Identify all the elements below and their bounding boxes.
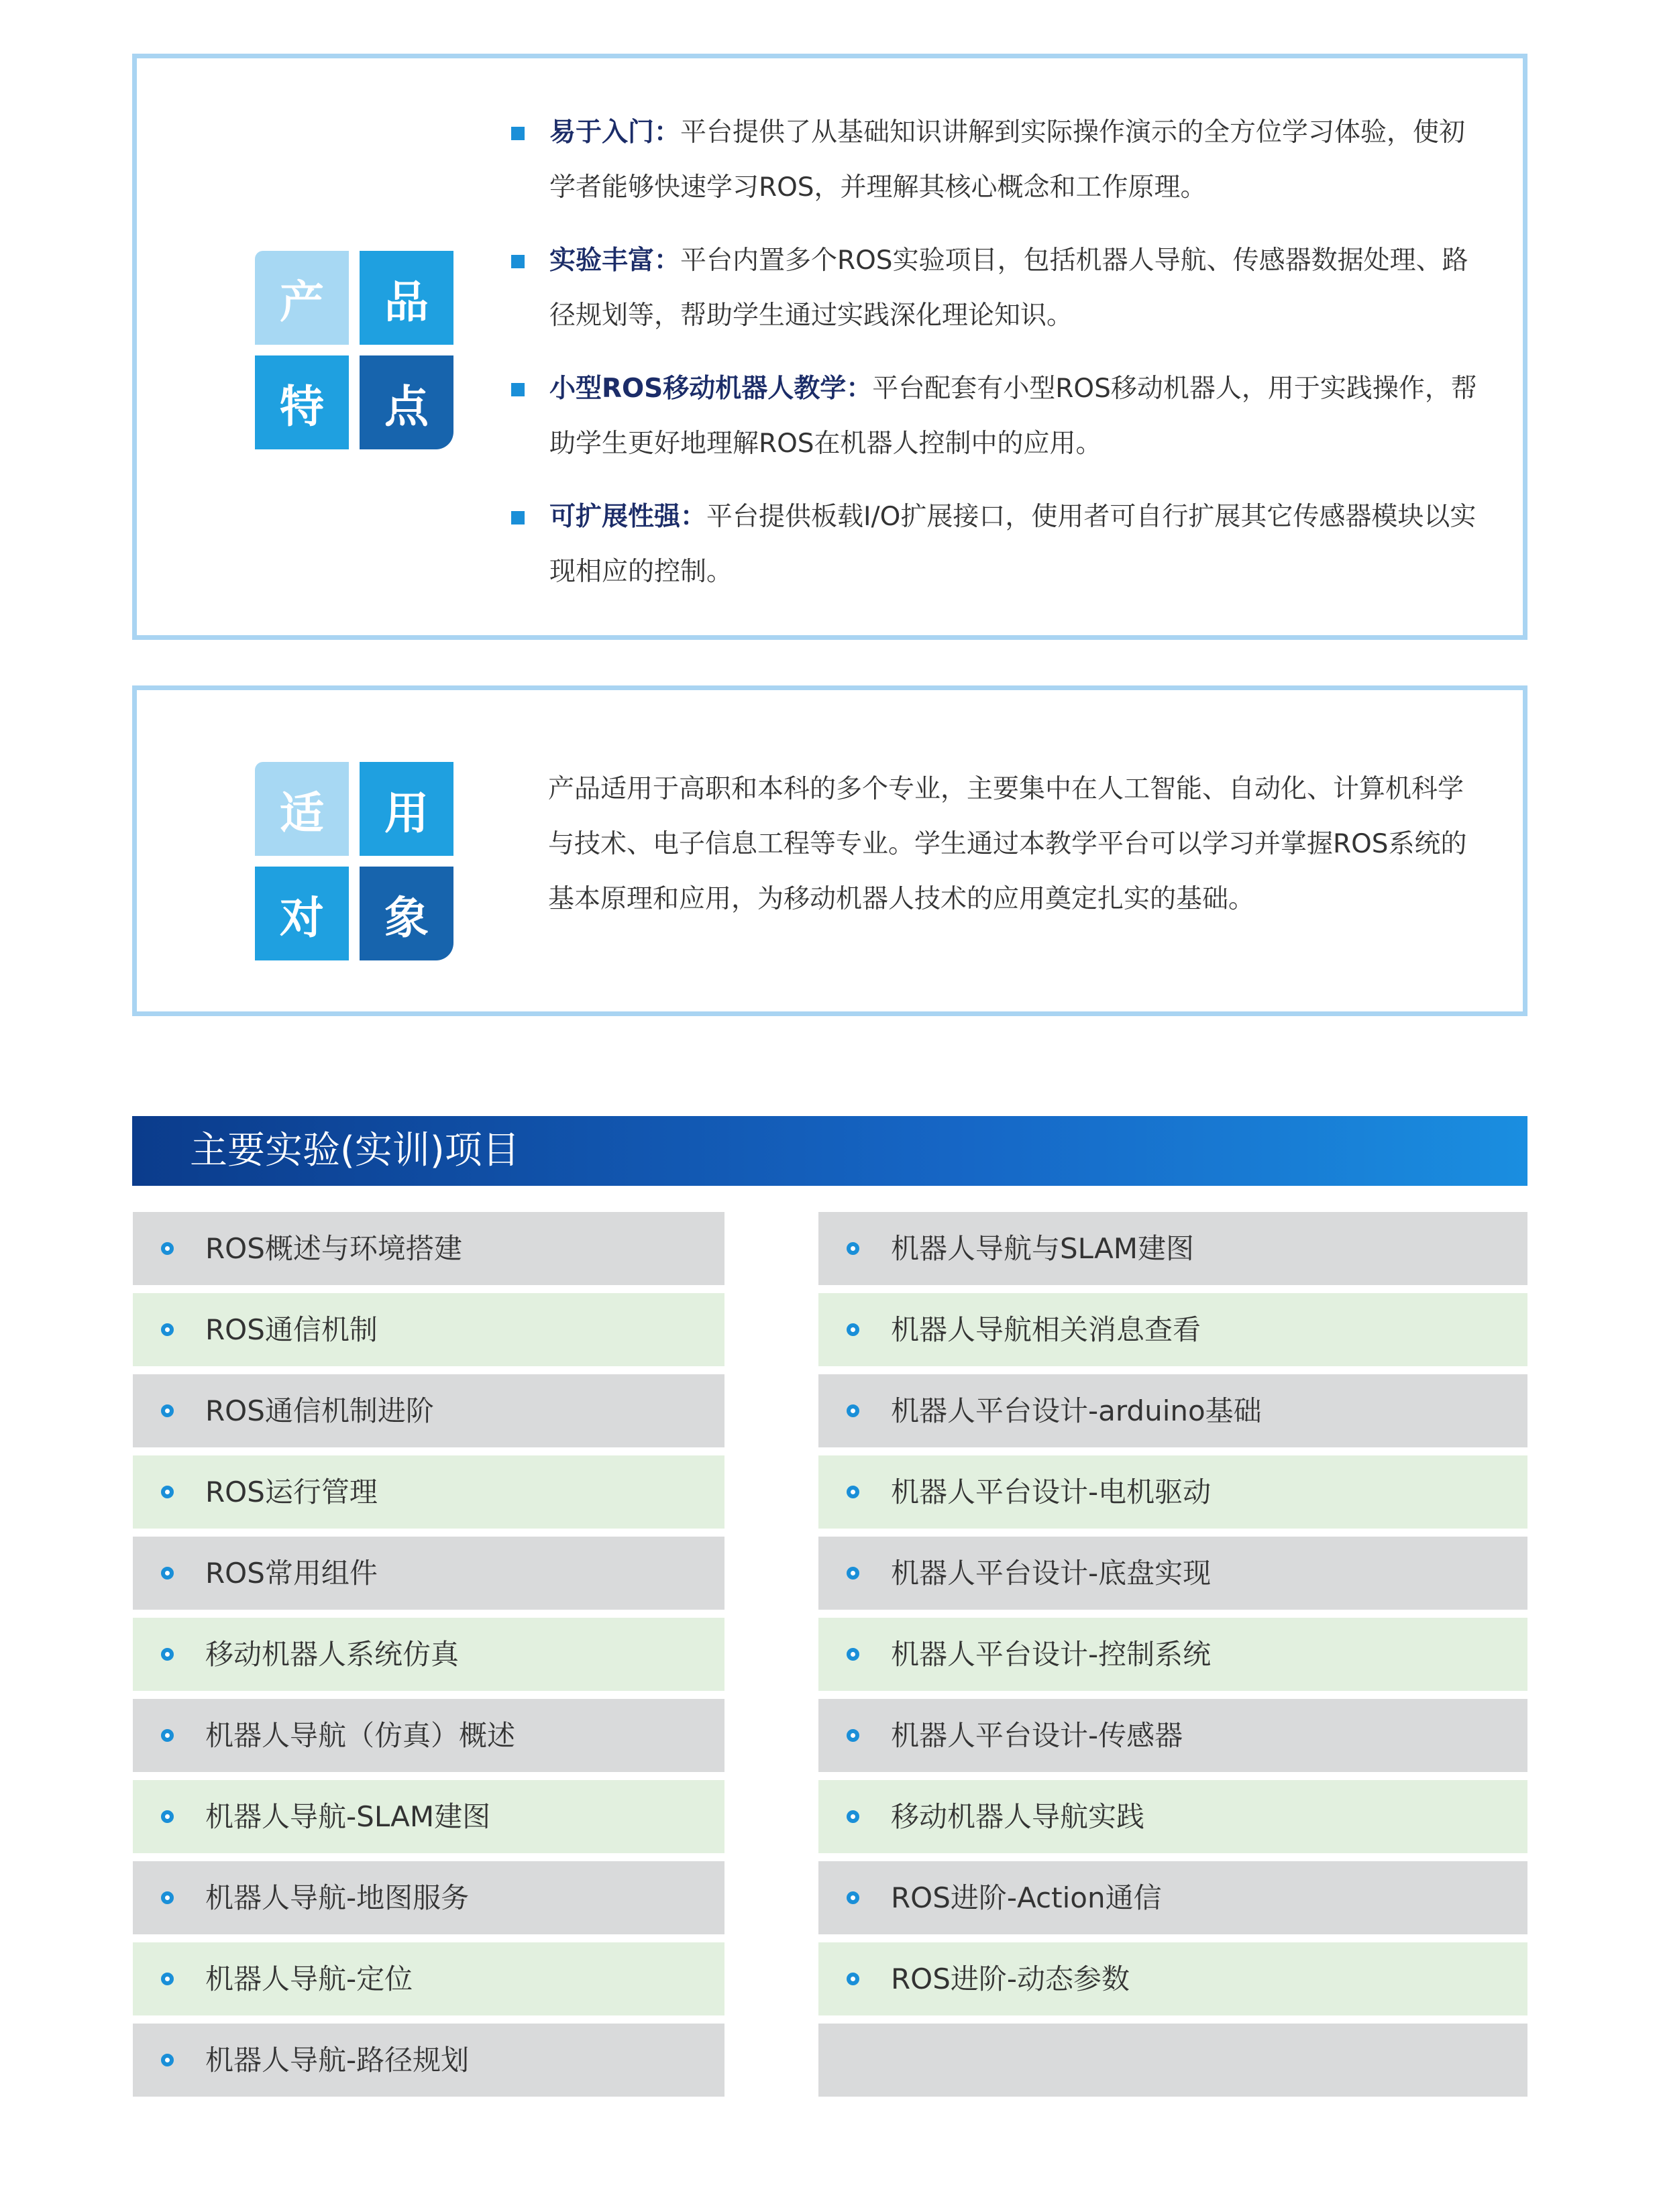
circle-bullet-icon	[847, 1323, 859, 1336]
product-features-badge	[255, 251, 453, 449]
experiment-item	[818, 1618, 1527, 1691]
features-list	[511, 105, 1477, 618]
experiment-item	[818, 1293, 1527, 1366]
feature-item	[511, 362, 1477, 472]
square-bullet-icon	[511, 255, 525, 268]
experiment-label: 机器人导航-定位	[205, 1962, 413, 1995]
experiment-item	[133, 1861, 724, 1934]
badge-char: 象	[360, 867, 453, 960]
badge-char: 对	[255, 867, 349, 960]
experiment-label: 机器人导航-SLAM建图	[205, 1800, 491, 1833]
experiment-item	[133, 1780, 724, 1853]
circle-bullet-icon	[161, 1486, 174, 1498]
experiment-item	[818, 1537, 1527, 1610]
experiment-label: ROS运行管理	[205, 1476, 378, 1508]
product-features-panel	[132, 54, 1527, 640]
target-audience-panel	[132, 685, 1527, 1016]
target-audience-badge	[255, 762, 453, 960]
experiment-item	[818, 1374, 1527, 1447]
experiment-item	[133, 1942, 724, 2015]
feature-item	[511, 233, 1477, 343]
experiment-label: ROS进阶-Action通信	[891, 1881, 1162, 1914]
feature-text: 平台内置多个ROS实验项目，包括机器人导航、传感器数据处理、路径规划等，帮助学生通过实践深化理论知识。	[549, 245, 1468, 331]
experiment-item	[133, 1293, 724, 1366]
experiment-label: 移动机器人导航实践	[891, 1800, 1145, 1833]
circle-bullet-icon	[847, 1567, 859, 1580]
circle-bullet-icon	[847, 1242, 859, 1255]
experiment-label: 移动机器人系统仿真	[205, 1638, 460, 1671]
feature-title: 实验丰富：	[549, 245, 681, 276]
experiment-item	[818, 1212, 1527, 1285]
experiment-label: 机器人平台设计-电机驱动	[891, 1476, 1212, 1508]
experiment-item	[133, 1699, 724, 1772]
feature-text: 平台提供板载I/O扩展接口，使用者可自行扩展其它传感器模块以实现相应的控制。	[549, 502, 1476, 587]
experiment-label: ROS通信机制	[205, 1313, 378, 1346]
circle-bullet-icon	[161, 1323, 174, 1336]
experiment-label: 机器人导航与SLAM建图	[891, 1232, 1194, 1265]
circle-bullet-icon	[847, 1891, 859, 1904]
experiment-item-empty	[818, 2024, 1527, 2097]
circle-bullet-icon	[161, 1810, 174, 1823]
circle-bullet-icon	[161, 1567, 174, 1580]
experiment-item	[133, 1374, 724, 1447]
feature-item	[511, 490, 1477, 600]
circle-bullet-icon	[847, 1486, 859, 1498]
experiment-item	[818, 1942, 1527, 2015]
feature-text: 平台配套有小型ROS移动机器人，用于实践操作，帮助学生更好地理解ROS在机器人控制中的应用。	[549, 374, 1477, 459]
experiment-item	[133, 2024, 724, 2097]
feature-title: 可扩展性强：	[549, 502, 707, 532]
circle-bullet-icon	[161, 1729, 174, 1742]
circle-bullet-icon	[161, 1404, 174, 1417]
experiment-label: ROS常用组件	[205, 1557, 378, 1590]
experiment-label: ROS通信机制进阶	[205, 1394, 434, 1427]
experiment-label: 机器人平台设计-底盘实现	[891, 1557, 1212, 1590]
circle-bullet-icon	[847, 1810, 859, 1823]
circle-bullet-icon	[161, 1891, 174, 1904]
experiment-label: 机器人导航-地图服务	[205, 1881, 470, 1914]
feature-title: 易于入门：	[549, 117, 681, 148]
circle-bullet-icon	[161, 1242, 174, 1255]
badge-char: 点	[360, 355, 453, 449]
experiment-label: 机器人平台设计-控制系统	[891, 1638, 1212, 1671]
badge-char: 产	[255, 251, 349, 345]
circle-bullet-icon	[161, 1973, 174, 1985]
circle-bullet-icon	[161, 2054, 174, 2066]
experiment-label: 机器人平台设计-传感器	[891, 1719, 1183, 1752]
experiment-label: 机器人导航-路径规划	[205, 2044, 470, 2077]
experiment-item	[818, 1699, 1527, 1772]
experiments-section-header: 主要实验(实训)项目	[132, 1116, 1527, 1186]
experiment-item	[818, 1861, 1527, 1934]
experiment-label: 机器人导航（仿真）概述	[205, 1719, 516, 1752]
badge-char: 特	[255, 355, 349, 449]
audience-description: 产品适用于高职和本科的多个专业，主要集中在人工智能、自动化、计算机科学与技术、电子信息工程等专业。学生通过本教学平台可以学习并掌握ROS系统的基本原理和应用，为移动机器人技术的应用奠定扎实的基础。	[548, 774, 1467, 914]
experiments-left-column	[133, 1212, 724, 2105]
circle-bullet-icon	[847, 1404, 859, 1417]
experiment-label: ROS概述与环境搭建	[205, 1232, 462, 1265]
circle-bullet-icon	[161, 1648, 174, 1661]
experiment-item	[133, 1212, 724, 1285]
feature-item	[511, 105, 1477, 215]
badge-char: 品	[360, 251, 453, 345]
experiment-label: 机器人平台设计-arduino基础	[891, 1394, 1262, 1427]
experiments-right-column	[818, 1212, 1527, 2105]
experiment-item	[133, 1455, 724, 1529]
feature-title: 小型ROS移动机器人教学：	[549, 374, 873, 404]
circle-bullet-icon	[847, 1729, 859, 1742]
experiment-label: 机器人导航相关消息查看	[891, 1313, 1201, 1346]
experiment-item	[818, 1455, 1527, 1529]
experiment-item	[133, 1618, 724, 1691]
square-bullet-icon	[511, 383, 525, 396]
circle-bullet-icon	[847, 1648, 859, 1661]
square-bullet-icon	[511, 127, 525, 140]
experiment-item	[133, 1537, 724, 1610]
experiment-label: ROS进阶-动态参数	[891, 1962, 1130, 1995]
feature-text: 平台提供了从基础知识讲解到实际操作演示的全方位学习体验，使初学者能够快速学习ROS，并理解其核心概念和工作原理。	[549, 117, 1466, 203]
experiment-item	[818, 1780, 1527, 1853]
square-bullet-icon	[511, 511, 525, 524]
badge-char: 用	[360, 762, 453, 856]
circle-bullet-icon	[847, 1973, 859, 1985]
badge-char: 适	[255, 762, 349, 856]
